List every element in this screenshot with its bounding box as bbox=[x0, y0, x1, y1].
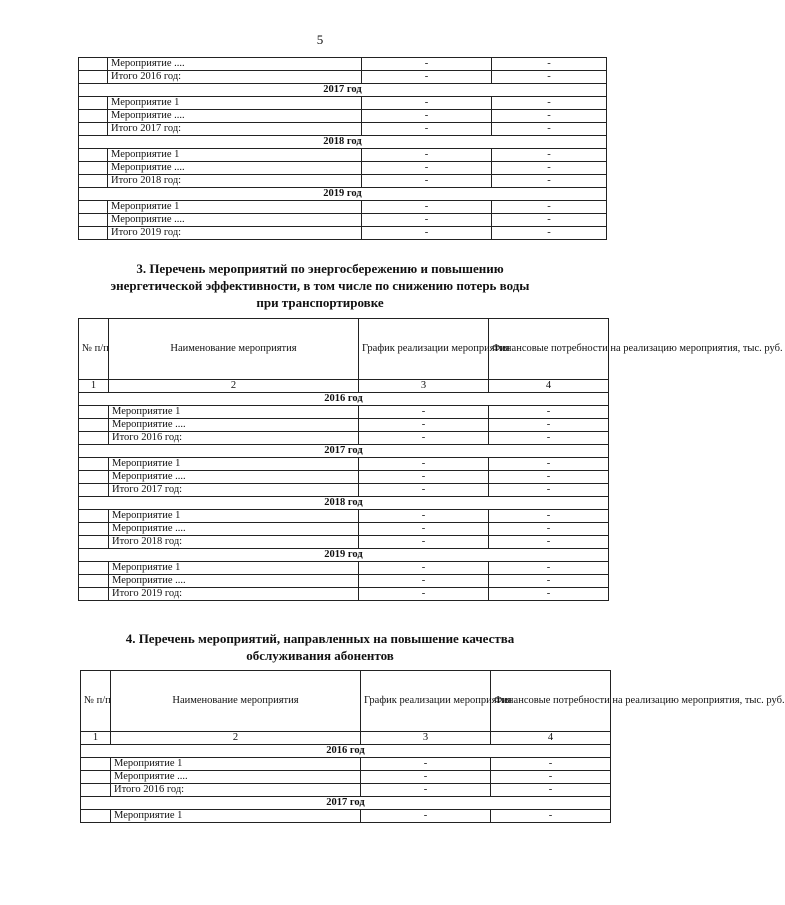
measure-name: Мероприятие 1 bbox=[109, 458, 359, 471]
year-row bbox=[79, 393, 609, 406]
finance-value: - bbox=[489, 419, 609, 432]
year-row bbox=[79, 549, 609, 562]
table-row bbox=[79, 562, 609, 575]
row-number-cell bbox=[79, 419, 109, 432]
col-number-2: 2 bbox=[109, 380, 359, 393]
year-row bbox=[79, 136, 607, 149]
section-4-title-line-2: обслуживания абонентов bbox=[246, 648, 394, 663]
total-label: Итого 2016 год: bbox=[108, 71, 362, 84]
year-label: 2016 год bbox=[81, 745, 611, 758]
schedule-value: - bbox=[362, 162, 492, 175]
year-label: 2016 год bbox=[79, 393, 609, 406]
row-number-cell bbox=[79, 510, 109, 523]
row-number-cell bbox=[79, 562, 109, 575]
total-label: Итого 2016 год: bbox=[111, 784, 361, 797]
schedule-value: - bbox=[359, 510, 489, 523]
finance-value: - bbox=[492, 58, 607, 71]
section-4-title bbox=[0, 630, 640, 664]
schedule-value: - bbox=[359, 575, 489, 588]
schedule-value: - bbox=[359, 406, 489, 419]
measure-name: Мероприятие 1 bbox=[111, 758, 361, 771]
table-row bbox=[79, 510, 609, 523]
schedule-value: - bbox=[359, 471, 489, 484]
col-number-3: 3 bbox=[361, 732, 491, 745]
finance-value: - bbox=[491, 758, 611, 771]
table-row bbox=[79, 214, 607, 227]
col-number-4: 4 bbox=[491, 732, 611, 745]
section-3-title bbox=[0, 260, 640, 311]
table-row bbox=[79, 523, 609, 536]
total-row bbox=[79, 227, 607, 240]
finance-value: - bbox=[489, 523, 609, 536]
row-number-cell bbox=[79, 149, 108, 162]
header-col-schedule: График реализации мероприятия bbox=[359, 319, 489, 380]
row-number-cell bbox=[79, 110, 108, 123]
finance-value: - bbox=[489, 575, 609, 588]
header-col-schedule: График реализации мероприятия bbox=[361, 671, 491, 732]
total-label: Итого 2017 год: bbox=[109, 484, 359, 497]
finance-value: - bbox=[489, 562, 609, 575]
finance-value: - bbox=[491, 784, 611, 797]
schedule-value: - bbox=[361, 784, 491, 797]
measure-name: Мероприятие 1 bbox=[109, 510, 359, 523]
row-number-cell bbox=[79, 432, 109, 445]
year-label: 2019 год bbox=[79, 188, 607, 201]
schedule-value: - bbox=[361, 810, 491, 823]
measure-name: Мероприятие 1 bbox=[108, 201, 362, 214]
year-row bbox=[81, 797, 611, 810]
total-label: Итого 2016 год: bbox=[109, 432, 359, 445]
schedule-value: - bbox=[362, 110, 492, 123]
row-number-cell bbox=[79, 201, 108, 214]
measure-name: Мероприятие 1 bbox=[109, 562, 359, 575]
row-number-cell bbox=[79, 227, 108, 240]
header-col-finance: Финансовые потребности на реализацию мероприятия, тыс. руб. bbox=[491, 671, 611, 732]
total-row bbox=[79, 71, 607, 84]
year-row bbox=[79, 497, 609, 510]
table-row bbox=[79, 458, 609, 471]
measure-name: Мероприятие .... bbox=[108, 214, 362, 227]
finance-value: - bbox=[489, 471, 609, 484]
row-number-cell bbox=[79, 123, 108, 136]
section-4-title-line-1: 4. Перечень мероприятий, направленных на повышение качества bbox=[125, 631, 515, 646]
measure-name: Мероприятие .... bbox=[108, 162, 362, 175]
finance-value: - bbox=[492, 162, 607, 175]
schedule-value: - bbox=[359, 588, 489, 601]
measure-name: Мероприятие 1 bbox=[108, 97, 362, 110]
row-number-cell bbox=[81, 758, 111, 771]
schedule-value: - bbox=[362, 58, 492, 71]
total-row bbox=[79, 588, 609, 601]
col-number-1: 1 bbox=[81, 732, 111, 745]
finance-value: - bbox=[489, 406, 609, 419]
measure-name: Мероприятие 1 bbox=[108, 149, 362, 162]
row-number-cell bbox=[79, 575, 109, 588]
finance-value: - bbox=[492, 149, 607, 162]
table-row bbox=[79, 162, 607, 175]
table-row bbox=[81, 771, 611, 784]
finance-value: - bbox=[492, 110, 607, 123]
row-number-cell bbox=[81, 810, 111, 823]
row-number-cell bbox=[79, 536, 109, 549]
measure-name: Мероприятие 1 bbox=[111, 810, 361, 823]
header-col-name: Наименование мероприятия bbox=[111, 671, 361, 732]
table-row bbox=[79, 58, 607, 71]
total-row bbox=[81, 784, 611, 797]
schedule-value: - bbox=[359, 419, 489, 432]
row-number-cell bbox=[79, 97, 108, 110]
schedule-value: - bbox=[362, 227, 492, 240]
total-row bbox=[79, 536, 609, 549]
year-label: 2018 год bbox=[79, 497, 609, 510]
finance-value: - bbox=[489, 484, 609, 497]
row-number-cell bbox=[79, 214, 108, 227]
col-number-1: 1 bbox=[79, 380, 109, 393]
header-col-number: № п/п bbox=[81, 671, 111, 732]
finance-value: - bbox=[492, 201, 607, 214]
measure-name: Мероприятие .... bbox=[109, 471, 359, 484]
row-number-cell bbox=[81, 784, 111, 797]
total-row bbox=[79, 123, 607, 136]
finance-value: - bbox=[489, 432, 609, 445]
measure-name: Мероприятие .... bbox=[108, 110, 362, 123]
row-number-cell bbox=[79, 484, 109, 497]
schedule-value: - bbox=[359, 484, 489, 497]
page-number: 5 bbox=[316, 32, 324, 47]
finance-value: - bbox=[492, 71, 607, 84]
finance-value: - bbox=[489, 536, 609, 549]
total-label: Итого 2019 год: bbox=[109, 588, 359, 601]
measure-name: Мероприятие .... bbox=[109, 575, 359, 588]
table-row bbox=[79, 406, 609, 419]
table-row bbox=[79, 471, 609, 484]
col-number-4: 4 bbox=[489, 380, 609, 393]
schedule-value: - bbox=[362, 71, 492, 84]
measure-name: Мероприятие .... bbox=[109, 419, 359, 432]
measure-name: Мероприятие .... bbox=[109, 523, 359, 536]
schedule-value: - bbox=[362, 123, 492, 136]
year-row bbox=[79, 445, 609, 458]
header-col-finance: Финансовые потребности на реализацию мероприятия, тыс. руб. bbox=[489, 319, 609, 380]
year-label: 2017 год bbox=[79, 445, 609, 458]
section-3-title-line-2: энергетической эффективности, в том числе по снижению потерь воды bbox=[110, 278, 530, 293]
schedule-value: - bbox=[359, 536, 489, 549]
schedule-value: - bbox=[362, 201, 492, 214]
year-label: 2017 год bbox=[81, 797, 611, 810]
section-3-title-line-3: при транспортировке bbox=[256, 295, 384, 310]
table-row bbox=[79, 149, 607, 162]
col-number-2: 2 bbox=[111, 732, 361, 745]
total-label: Итого 2017 год: bbox=[108, 123, 362, 136]
total-label: Итого 2018 год: bbox=[108, 175, 362, 188]
row-number-cell bbox=[79, 162, 108, 175]
col-number-3: 3 bbox=[359, 380, 489, 393]
finance-value: - bbox=[489, 510, 609, 523]
header-row bbox=[81, 671, 611, 732]
schedule-value: - bbox=[362, 149, 492, 162]
table-row bbox=[79, 575, 609, 588]
table-row bbox=[81, 758, 611, 771]
table-continuation bbox=[78, 57, 607, 240]
schedule-value: - bbox=[362, 175, 492, 188]
header-col-number: № п/п bbox=[79, 319, 109, 380]
schedule-value: - bbox=[359, 562, 489, 575]
finance-value: - bbox=[492, 227, 607, 240]
finance-value: - bbox=[491, 771, 611, 784]
schedule-value: - bbox=[361, 758, 491, 771]
measure-name: Мероприятие 1 bbox=[109, 406, 359, 419]
row-number-cell bbox=[79, 71, 108, 84]
total-label: Итого 2018 год: bbox=[109, 536, 359, 549]
row-number-cell bbox=[79, 406, 109, 419]
year-row bbox=[79, 188, 607, 201]
finance-value: - bbox=[491, 810, 611, 823]
measure-name: Мероприятие .... bbox=[111, 771, 361, 784]
table-row bbox=[79, 97, 607, 110]
column-number-row bbox=[81, 732, 611, 745]
year-label: 2019 год bbox=[79, 549, 609, 562]
year-label: 2017 год bbox=[79, 84, 607, 97]
finance-value: - bbox=[492, 214, 607, 227]
column-number-row bbox=[79, 380, 609, 393]
header-col-name: Наименование мероприятия bbox=[109, 319, 359, 380]
table-row bbox=[81, 810, 611, 823]
year-row bbox=[79, 84, 607, 97]
table-row bbox=[79, 110, 607, 123]
finance-value: - bbox=[492, 175, 607, 188]
total-label: Итого 2019 год: bbox=[108, 227, 362, 240]
schedule-value: - bbox=[362, 214, 492, 227]
table-row bbox=[79, 419, 609, 432]
row-number-cell bbox=[79, 523, 109, 536]
row-number-cell bbox=[81, 771, 111, 784]
finance-value: - bbox=[489, 458, 609, 471]
table-section-4 bbox=[80, 670, 785, 823]
schedule-value: - bbox=[359, 523, 489, 536]
measure-name: Мероприятие .... bbox=[108, 58, 362, 71]
total-row bbox=[79, 175, 607, 188]
finance-value: - bbox=[492, 123, 607, 136]
schedule-value: - bbox=[362, 97, 492, 110]
row-number-cell bbox=[79, 58, 108, 71]
schedule-value: - bbox=[359, 458, 489, 471]
finance-value: - bbox=[489, 588, 609, 601]
year-label: 2018 год bbox=[79, 136, 607, 149]
total-row bbox=[79, 432, 609, 445]
schedule-value: - bbox=[359, 432, 489, 445]
row-number-cell bbox=[79, 588, 109, 601]
row-number-cell bbox=[79, 471, 109, 484]
table-section-3 bbox=[78, 318, 783, 601]
total-row bbox=[79, 484, 609, 497]
row-number-cell bbox=[79, 458, 109, 471]
table-row bbox=[79, 201, 607, 214]
row-number-cell bbox=[79, 175, 108, 188]
section-3-title-line-1: 3. Перечень мероприятий по энергосбережению и повышению bbox=[136, 261, 504, 276]
year-row bbox=[81, 745, 611, 758]
finance-value: - bbox=[492, 97, 607, 110]
schedule-value: - bbox=[361, 771, 491, 784]
header-row bbox=[79, 319, 609, 380]
